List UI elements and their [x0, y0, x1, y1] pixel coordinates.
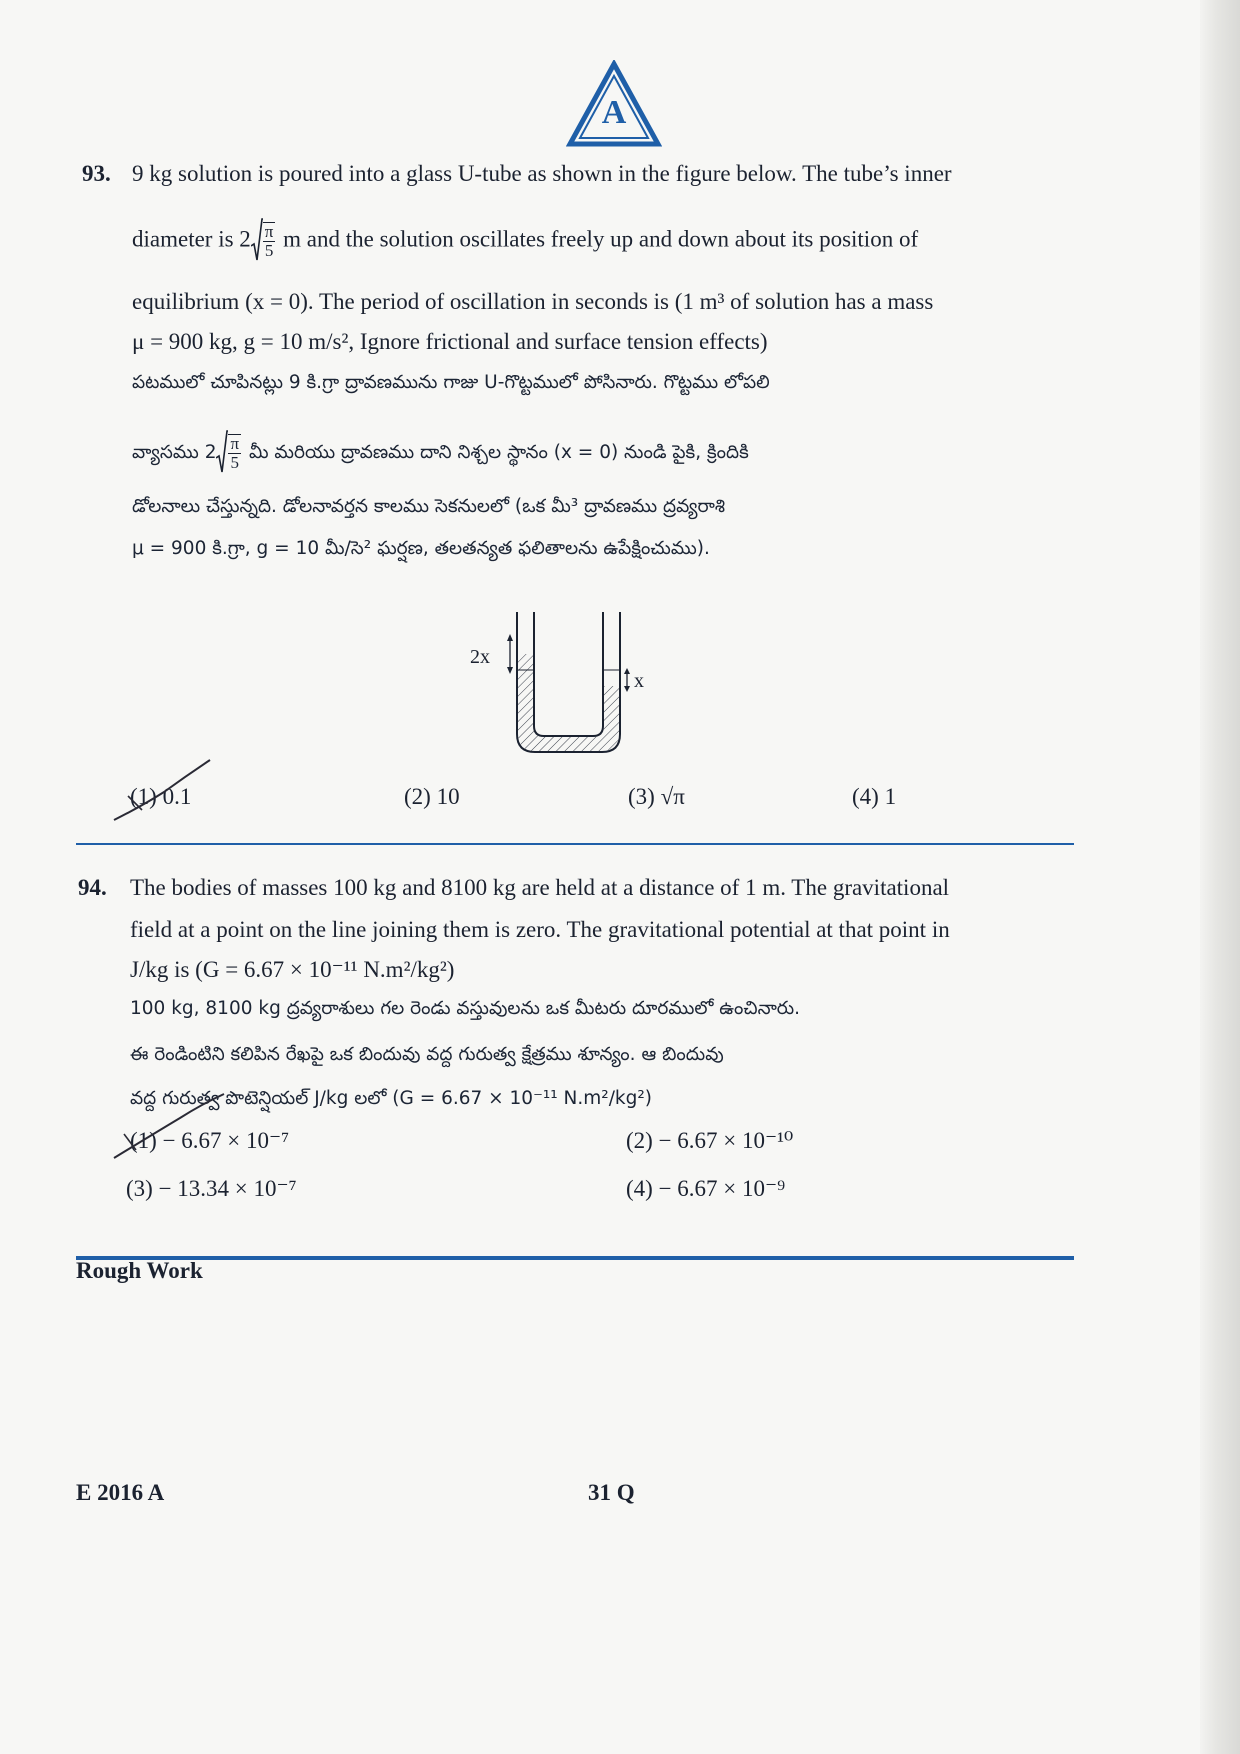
question-93-option-4[interactable]: (4) 1: [852, 784, 897, 809]
sqrt-fraction: [251, 218, 278, 264]
question-93-telugu-1: పటములో చూపినట్లు 9 కి.గ్రా ద్రావణమును గాజు U-గొట్టములో పోసినారు. గొట్టము లోపలి: [132, 372, 770, 393]
question-93-telugu-2: [132, 430, 1092, 476]
question-94-option-1[interactable]: (1) − 6.67 × 10⁻⁷: [130, 1128, 290, 1153]
question-93-option-1[interactable]: (1) 0.1: [130, 784, 192, 809]
question-93-line-2-pre: diameter is 2: [132, 226, 251, 252]
radical-icon: [216, 430, 228, 476]
footer-code: E 2016 A: [76, 1480, 165, 1505]
question-93-telugu-3: డోలనాలు చేస్తున్నది. డోలనావర్తన కాలము సెకనులలో (ఒక మీ³ ద్రావణము ద్రవ్యరాశి: [132, 496, 726, 517]
question-94-option-4[interactable]: (4) − 6.67 × 10⁻⁹: [626, 1176, 786, 1201]
question-93-telugu-2-pre: వ్యాసము 2: [132, 442, 217, 463]
question-93-line-1: 9 kg solution is poured into a glass U-tube as shown in the figure below. The tube’s inner: [132, 161, 952, 186]
radical-icon: [251, 218, 263, 264]
separator-rule: [76, 843, 1074, 845]
fraction-denominator: 5: [264, 241, 274, 260]
question-93-number: 93.: [82, 161, 111, 186]
sqrt-fraction-telugu: [216, 430, 243, 476]
page-edge-shadow: [1200, 0, 1240, 1754]
footer-page: 31 Q: [588, 1480, 635, 1505]
fraction-denominator: 5: [230, 453, 240, 472]
tick-mark-icon: [110, 1090, 230, 1162]
question-93-line-2-post: m and the solution oscillates freely up and down about its position of: [283, 226, 919, 252]
question-93-telugu-4: μ = 900 కి.గ్రా, g = 10 మీ/సె² ఘర్షణ, తలతన్యత ఫలితాలను ఉపేక్షించుము).: [132, 538, 710, 559]
question-94-option-2[interactable]: (2) − 6.67 × 10⁻¹⁰: [626, 1128, 794, 1153]
question-94-telugu-3: వద్ద గురుత్వ పొటెన్షియల్ J/kg లలో (G = 6.67 × 10⁻¹¹ N.m²/kg²): [130, 1088, 653, 1109]
question-93-line-3: equilibrium (x = 0). The period of oscillation in seconds is (1 m³ of solution has a mass: [132, 289, 934, 314]
tick-mark-icon: [112, 756, 222, 826]
u-tube-figure: [470, 608, 660, 758]
question-94-option-3[interactable]: (3) − 13.34 × 10⁻⁷: [126, 1176, 297, 1201]
series-letter: A: [601, 94, 627, 131]
question-93-option-2[interactable]: (2) 10: [404, 784, 460, 809]
figure-label-2x: 2x: [470, 646, 490, 668]
rough-work-heading: Rough Work: [76, 1258, 203, 1283]
figure-label-x: x: [634, 670, 644, 692]
question-94-line-3: J/kg is (G = 6.67 × 10⁻¹¹ N.m²/kg²): [130, 957, 455, 982]
question-94-line-1: The bodies of masses 100 kg and 8100 kg are held at a distance of 1 m. The gravitational: [130, 875, 950, 900]
series-badge: [566, 60, 662, 148]
question-93-line-2: [132, 218, 1082, 264]
question-93-option-3[interactable]: (3) √π: [628, 784, 685, 809]
question-94-telugu-2: ఈ రెండింటిని కలిపిన రేఖపై ఒక బిందువు వద్ద గురుత్వ క్షేత్రము శూన్యం. ఆ బిందువు: [130, 1044, 724, 1065]
question-94-number: 94.: [78, 875, 107, 900]
question-94-telugu-1: 100 kg, 8100 kg ద్రవ్యరాశులు గల రెండు వస్తువులను ఒక మీటరు దూరములో ఉంచినారు.: [130, 998, 801, 1019]
u-tube-diagram: [470, 608, 660, 758]
fraction-numerator: π: [264, 222, 274, 241]
question-93-telugu-2-post: మీ మరియు ద్రావణము దాని నిశ్చల స్థానం (x = 0) నుండి పైకి, క్రిందికి: [248, 442, 749, 463]
question-94-line-2: field at a point on the line joining them is zero. The gravitational potential at that point in: [130, 917, 950, 942]
rough-work-rule: [76, 1256, 1074, 1260]
fraction-numerator: π: [230, 434, 240, 453]
question-93-line-4: μ = 900 kg, g = 10 m/s², Ignore frictional and surface tension effects): [132, 329, 768, 354]
